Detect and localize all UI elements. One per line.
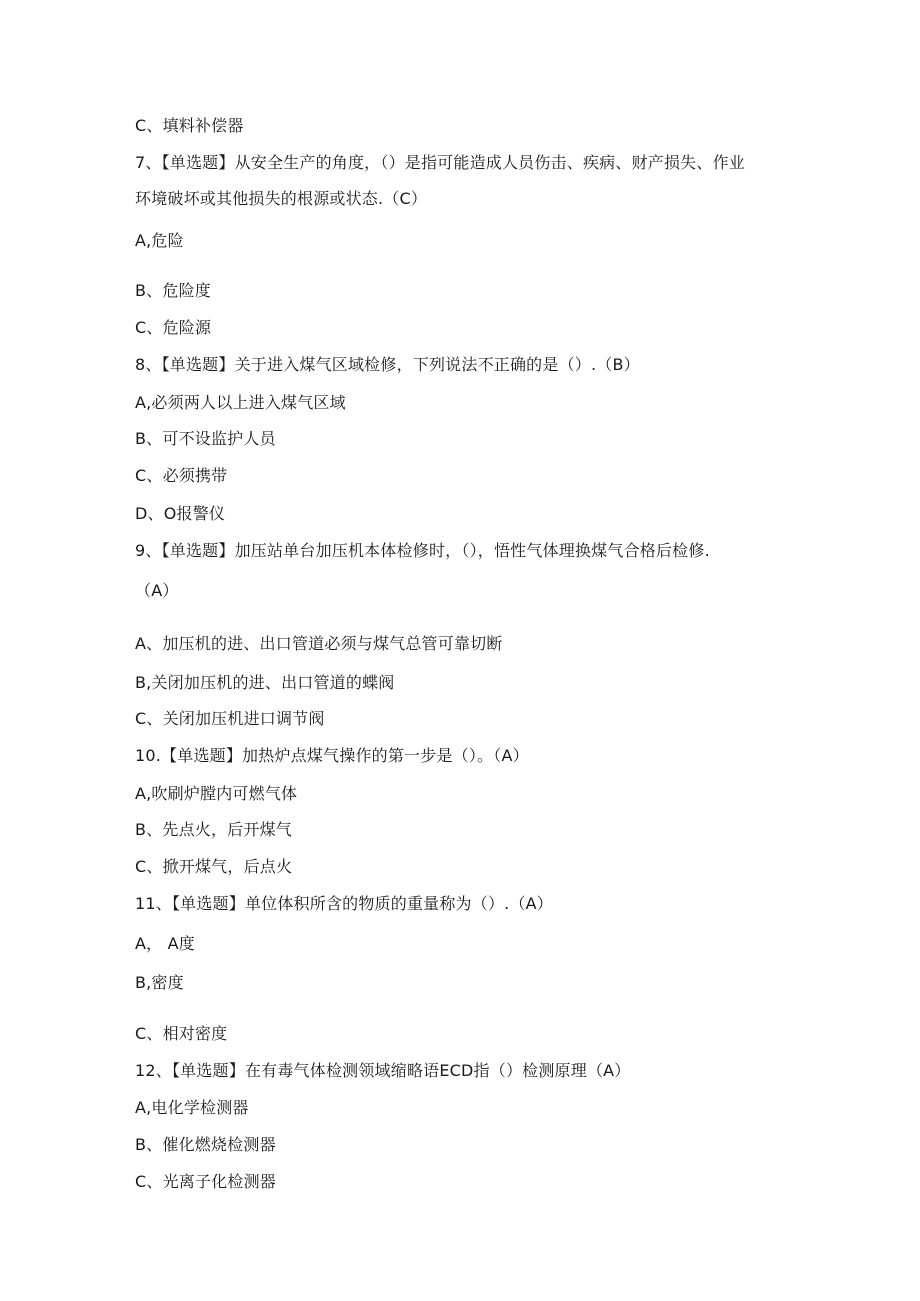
option-text: C、光离子化检测器 <box>135 1172 276 1191</box>
question-8-text: 8、【单选题】关于进入煤气区域检修，下列说法不正确的是（）.（B） <box>135 355 640 374</box>
option-text: B、先点火，后开煤气 <box>135 820 292 839</box>
option-text: A,危险 <box>135 231 184 250</box>
option-text: C、相对密度 <box>135 1024 228 1043</box>
option-text: B,密度 <box>135 973 184 992</box>
option-text: A,吹刷炉膛内可燃气体 <box>135 784 298 803</box>
option-text: A、加压机的进、出口管道必须与煤气总管可靠切断 <box>135 634 503 653</box>
option-text: A， A度 <box>135 934 195 953</box>
option-text: C、填料补偿器 <box>135 116 244 135</box>
option-text: C、危险源 <box>135 318 212 337</box>
question-7-text-continued: 环境破坏或其他损失的根源或状态.（C） <box>135 189 428 208</box>
question-10-text: 10.【单选题】加热炉点煤气操作的第一步是（）。（A） <box>135 746 529 765</box>
option-text: B、危险度 <box>135 281 211 300</box>
question-12-text: 12、【单选题】在有毒气体检测领域缩略语ECD指（）检测原理（A） <box>135 1061 631 1080</box>
question-11-text: 11、【单选题】单位体积所含的物质的重量称为（）.（A） <box>135 894 553 913</box>
option-text: C、必须携带 <box>135 466 228 485</box>
option-text: B,关闭加压机的进、出口管道的蝶阀 <box>135 673 395 692</box>
question-9-text: 9、【单选题】加压站单台加压机本体检修时，（），悟性气体理换煤气合格后检修. <box>135 541 710 560</box>
option-text: C、关闭加压机进口调节阀 <box>135 709 325 728</box>
option-text: D、O报警仪 <box>135 504 226 523</box>
option-text: B、可不设监护人员 <box>135 429 276 448</box>
option-text: C、掀开煤气，后点火 <box>135 857 293 876</box>
option-text: A,必须两人以上进入煤气区域 <box>135 393 346 412</box>
option-text: A,电化学检测器 <box>135 1098 249 1117</box>
question-7-text: 7、【单选题】从安全生产的角度，（）是指可能造成人员伤击、疾病、财产损失、作业 <box>135 153 745 172</box>
option-text: B、催化燃烧检测器 <box>135 1135 276 1154</box>
question-9-answer: （A） <box>135 581 179 600</box>
